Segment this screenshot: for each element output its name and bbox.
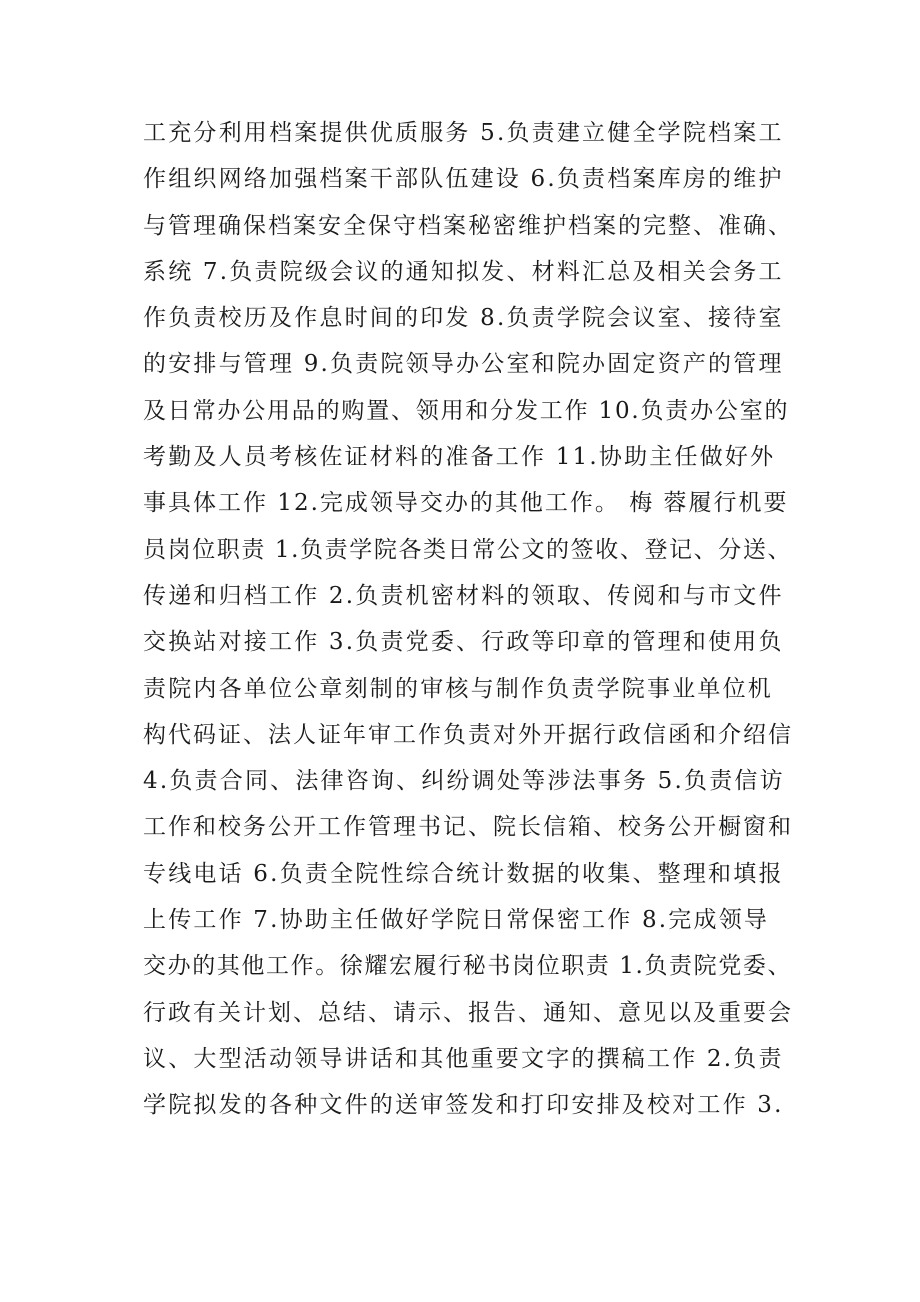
text-line: 作组织网络加强档案干部队伍建设 6.负责档案库房的维护	[143, 166, 784, 193]
body-text	[143, 110, 793, 1129]
text-line: 上传工作 7.协助主任做好学院日常保密工作 8.完成领导	[143, 907, 770, 934]
text-line: 的安排与管理 9.负责院领导办公室和院办固定资产的管理	[143, 351, 784, 378]
text-line: 议、大型活动领导讲话和其他重要文字的撰稿工作 2.负责	[143, 1045, 784, 1072]
text-line: 4.负责合同、法律咨询、纠纷调处等涉法事务 5.负责信访	[143, 768, 785, 795]
text-line: 交办的其他工作。徐耀宏履行秘书岗位职责 1.负责院党委、	[143, 953, 793, 980]
text-line: 作负责校历及作息时间的印发 8.负责学院会议室、接待室	[143, 305, 784, 332]
text-line: 工作和校务公开工作管理书记、院长信箱、校务公开橱窗和	[143, 814, 793, 841]
text-line: 行政有关计划、总结、请示、报告、通知、意见以及重要会	[143, 999, 793, 1026]
text-line: 与管理确保档案安全保守档案秘密维护档案的完整、准确、	[143, 212, 793, 239]
text-line: 及日常办公用品的购置、领用和分发工作 10.负责办公室的	[143, 397, 790, 424]
text-line: 事具体工作 12.完成领导交办的其他工作。 梅 蓉履行机要	[143, 490, 789, 517]
text-line: 交换站对接工作 3.负责党委、行政等印章的管理和使用负	[143, 629, 784, 656]
text-line: 考勤及人员考核佐证材料的准备工作 11.协助主任做好外	[143, 444, 776, 471]
text-line: 学院拟发的各种文件的送审签发和打印安排及校对工作 3.	[143, 1092, 784, 1119]
text-line: 系统 7.负责院级会议的通知拟发、材料汇总及相关会务工	[143, 258, 784, 285]
text-line: 工充分利用档案提供优质服务 5.负责建立健全学院档案工	[143, 120, 784, 146]
text-line: 员岗位职责 1.负责学院各类日常公文的签收、登记、分送、	[143, 536, 793, 563]
text-line: 责院内各单位公章刻制的审核与制作负责学院事业单位机	[143, 675, 773, 702]
text-line: 传递和归档工作 2.负责机密材料的领取、传阅和与市文件	[143, 582, 784, 609]
text-line: 专线电话 6.负责全院性综合统计数据的收集、整理和填报	[143, 860, 784, 887]
text-line: 构代码证、法人证年审工作负责对外开据行政信函和介绍信	[143, 721, 793, 748]
